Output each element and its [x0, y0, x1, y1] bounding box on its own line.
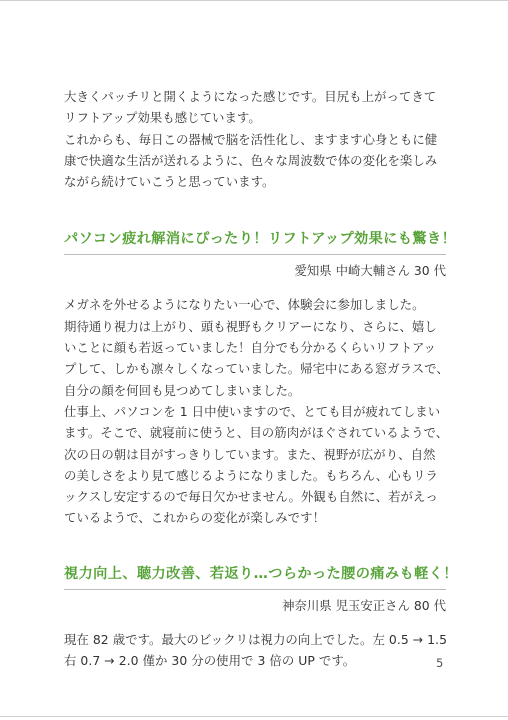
text-line: 康で快適な生活が送れるように、色々な周波数で体の変化を楽しみ [64, 152, 438, 168]
text-line: 仕事上、パソコンを 1 日中使いますので、とても目が疲れてしまい [64, 403, 441, 419]
testimonial-1-body [64, 294, 449, 528]
text-line: 右 0.7 → 2.0 僅か 30 分の使用で 3 倍の UP です。 [64, 653, 356, 669]
text-line: 自分の顔を何回も見つめてしまいました。 [64, 382, 301, 398]
text-line: いことに顔も若返っていました！自分でも分かるくらいリフトアッ [64, 340, 436, 356]
text-line: 期待通り視力は上がり、頭も視野もクリアーになり、さらに、嬉し [64, 318, 437, 334]
text-line: リフトアップ効果も感じています。 [64, 110, 261, 126]
testimonial-2-author: 神奈川県 児玉安正さん 80 代 [282, 597, 446, 613]
text-line: ックスし安定するので毎日欠かせません。外観も自然に、若がえっ [64, 489, 438, 505]
testimonial-1-heading: パソコン疲れ解消にぴったり！リフトアップ効果にも驚き！ [64, 231, 457, 248]
testimonial-2-heading: 視力向上、聴力改善、若返り…つらかった腰の痛みも軽く！ [64, 565, 458, 582]
text-line: メガネを外せるようになりたい一心で、体験会に参加しました。 [64, 297, 425, 313]
bottom-border [0, 716, 508, 717]
text-line: 大きくパッチリと開くようになった感じです。目尻も上がってきて [64, 89, 437, 104]
text-line: これからも、毎日この器械で脳を活性化し、ますます心身ともに健 [64, 131, 438, 147]
text-line: 現在 82 歳です。最大のビックリは視力の向上でした。左 0.5 → 1.5 [64, 631, 448, 647]
text-line: 次の日の朝は目がすっきりしています。また、視野が広がり、自然 [64, 446, 436, 462]
text-line: ながら続けていこうと思っています。 [64, 174, 275, 190]
intro-paragraph [64, 86, 446, 192]
top-border [0, 0, 508, 1]
testimonial-2-body [64, 629, 446, 672]
text-line: ます。そこで、就寝前に使うと、目の筋肉がほぐされているようで、 [64, 425, 449, 441]
testimonial-1-author: 愛知県 中崎大輔さん 30 代 [294, 263, 446, 279]
text-line: ているようで、これからの変化が楽しみです！ [64, 510, 326, 526]
text-line: プして、しかも凛々しくなっていました。帰宅中にある窓ガラスで、 [64, 361, 449, 377]
page-content [64, 86, 458, 671]
text-line: の美しさをより見て感じるようになりました。もちろん、心もリラ [64, 467, 438, 483]
page-number: 5 [436, 656, 444, 670]
